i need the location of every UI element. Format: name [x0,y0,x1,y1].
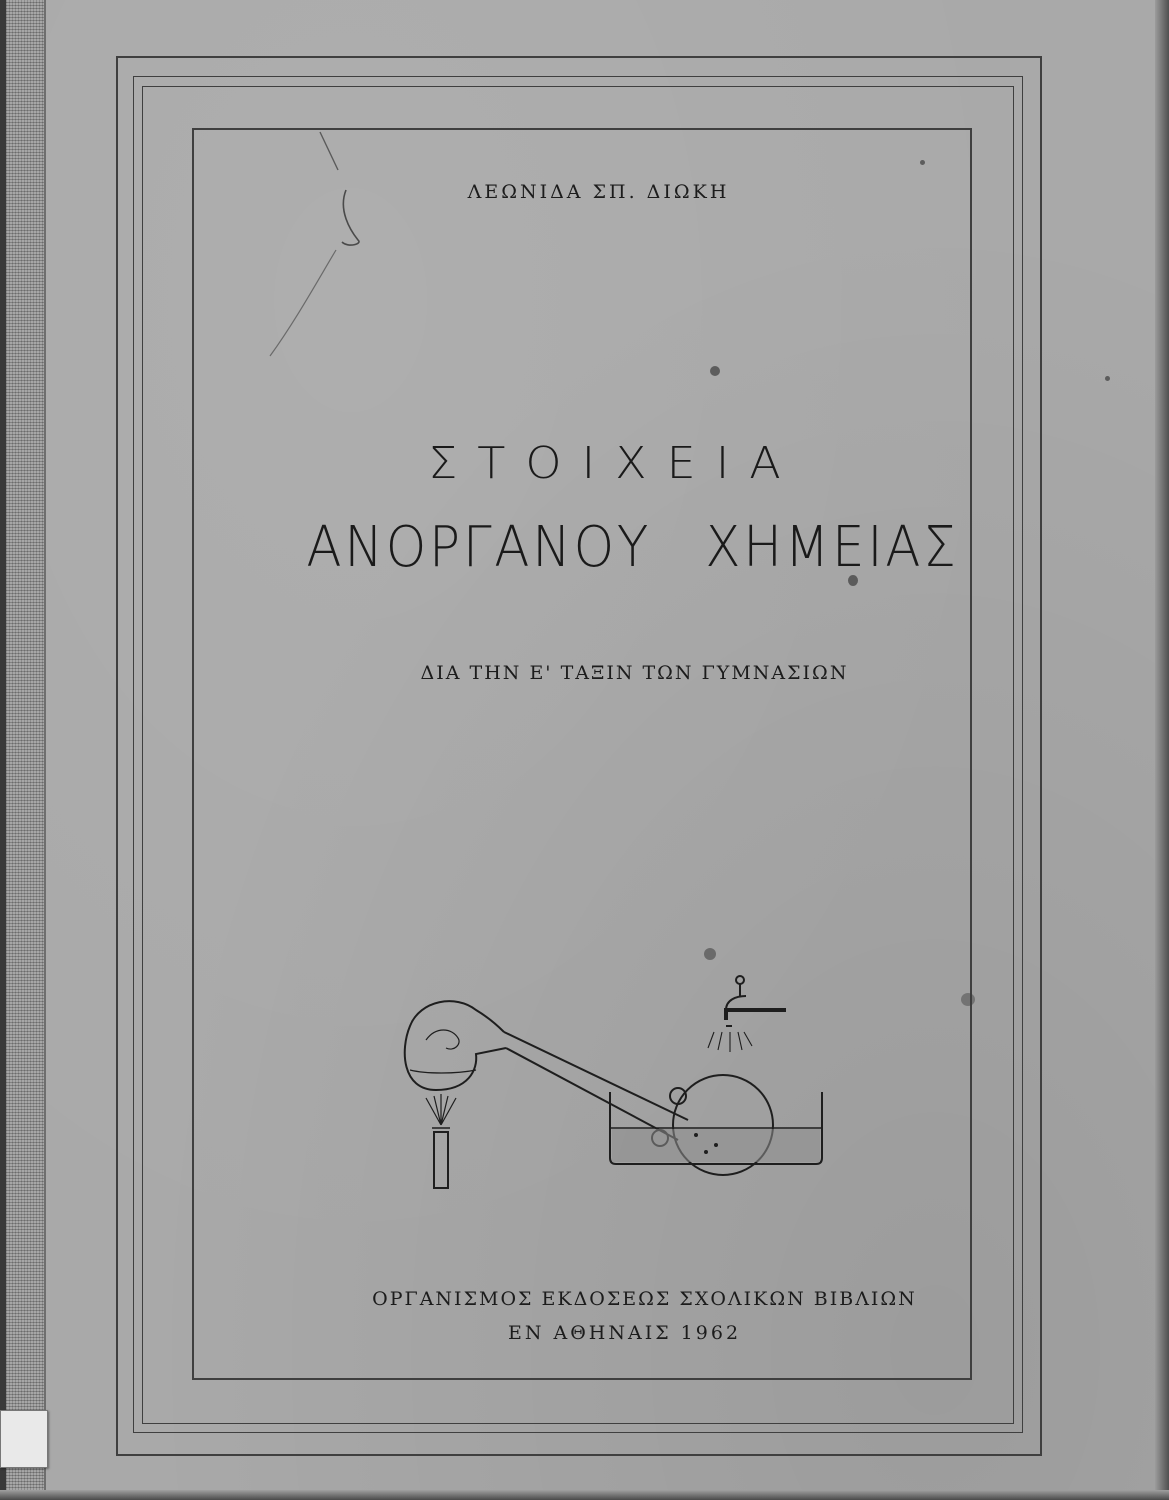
publisher-name: ΟΡΓΑΝΙΣΜΟΣ ΕΚΔΟΣΕΩΣ ΣΧΟΛΙΚΩΝ ΒΙΒΛΙΩΝ [372,1288,917,1310]
library-label [0,1410,48,1468]
stain-mark [920,160,925,165]
stain-mark [710,366,720,376]
page-edge-bottom [0,1490,1169,1500]
stain-mark [1105,376,1110,381]
subtitle: ΔΙΑ ΤΗΝ Ε' ΤΑΞΙΝ ΤΩΝ ΓΥΜΝΑΣΙΩΝ [420,662,849,684]
place-year: ΕΝ ΑΘΗΝΑΙΣ 1962 [507,1322,742,1344]
author-name: ΛΕΩΝΙΔΑ ΣΠ. ΔΙΩΚΗ [467,181,730,203]
title-line-2: ΑΝΟΡΓΑΝΟΥ ΧΗΜΕΙΑΣ [306,515,959,580]
page-edge-right [1155,0,1169,1500]
pencil-scribble-icon [238,130,378,370]
spine-edge [0,0,6,1500]
chemistry-distillation-apparatus-icon [396,970,826,1192]
title-line-1: ΣΤΟΙΧΕΙΑ [428,437,801,489]
book-spine [0,0,46,1500]
stain-mark [961,993,975,1006]
stain-mark [704,948,716,960]
